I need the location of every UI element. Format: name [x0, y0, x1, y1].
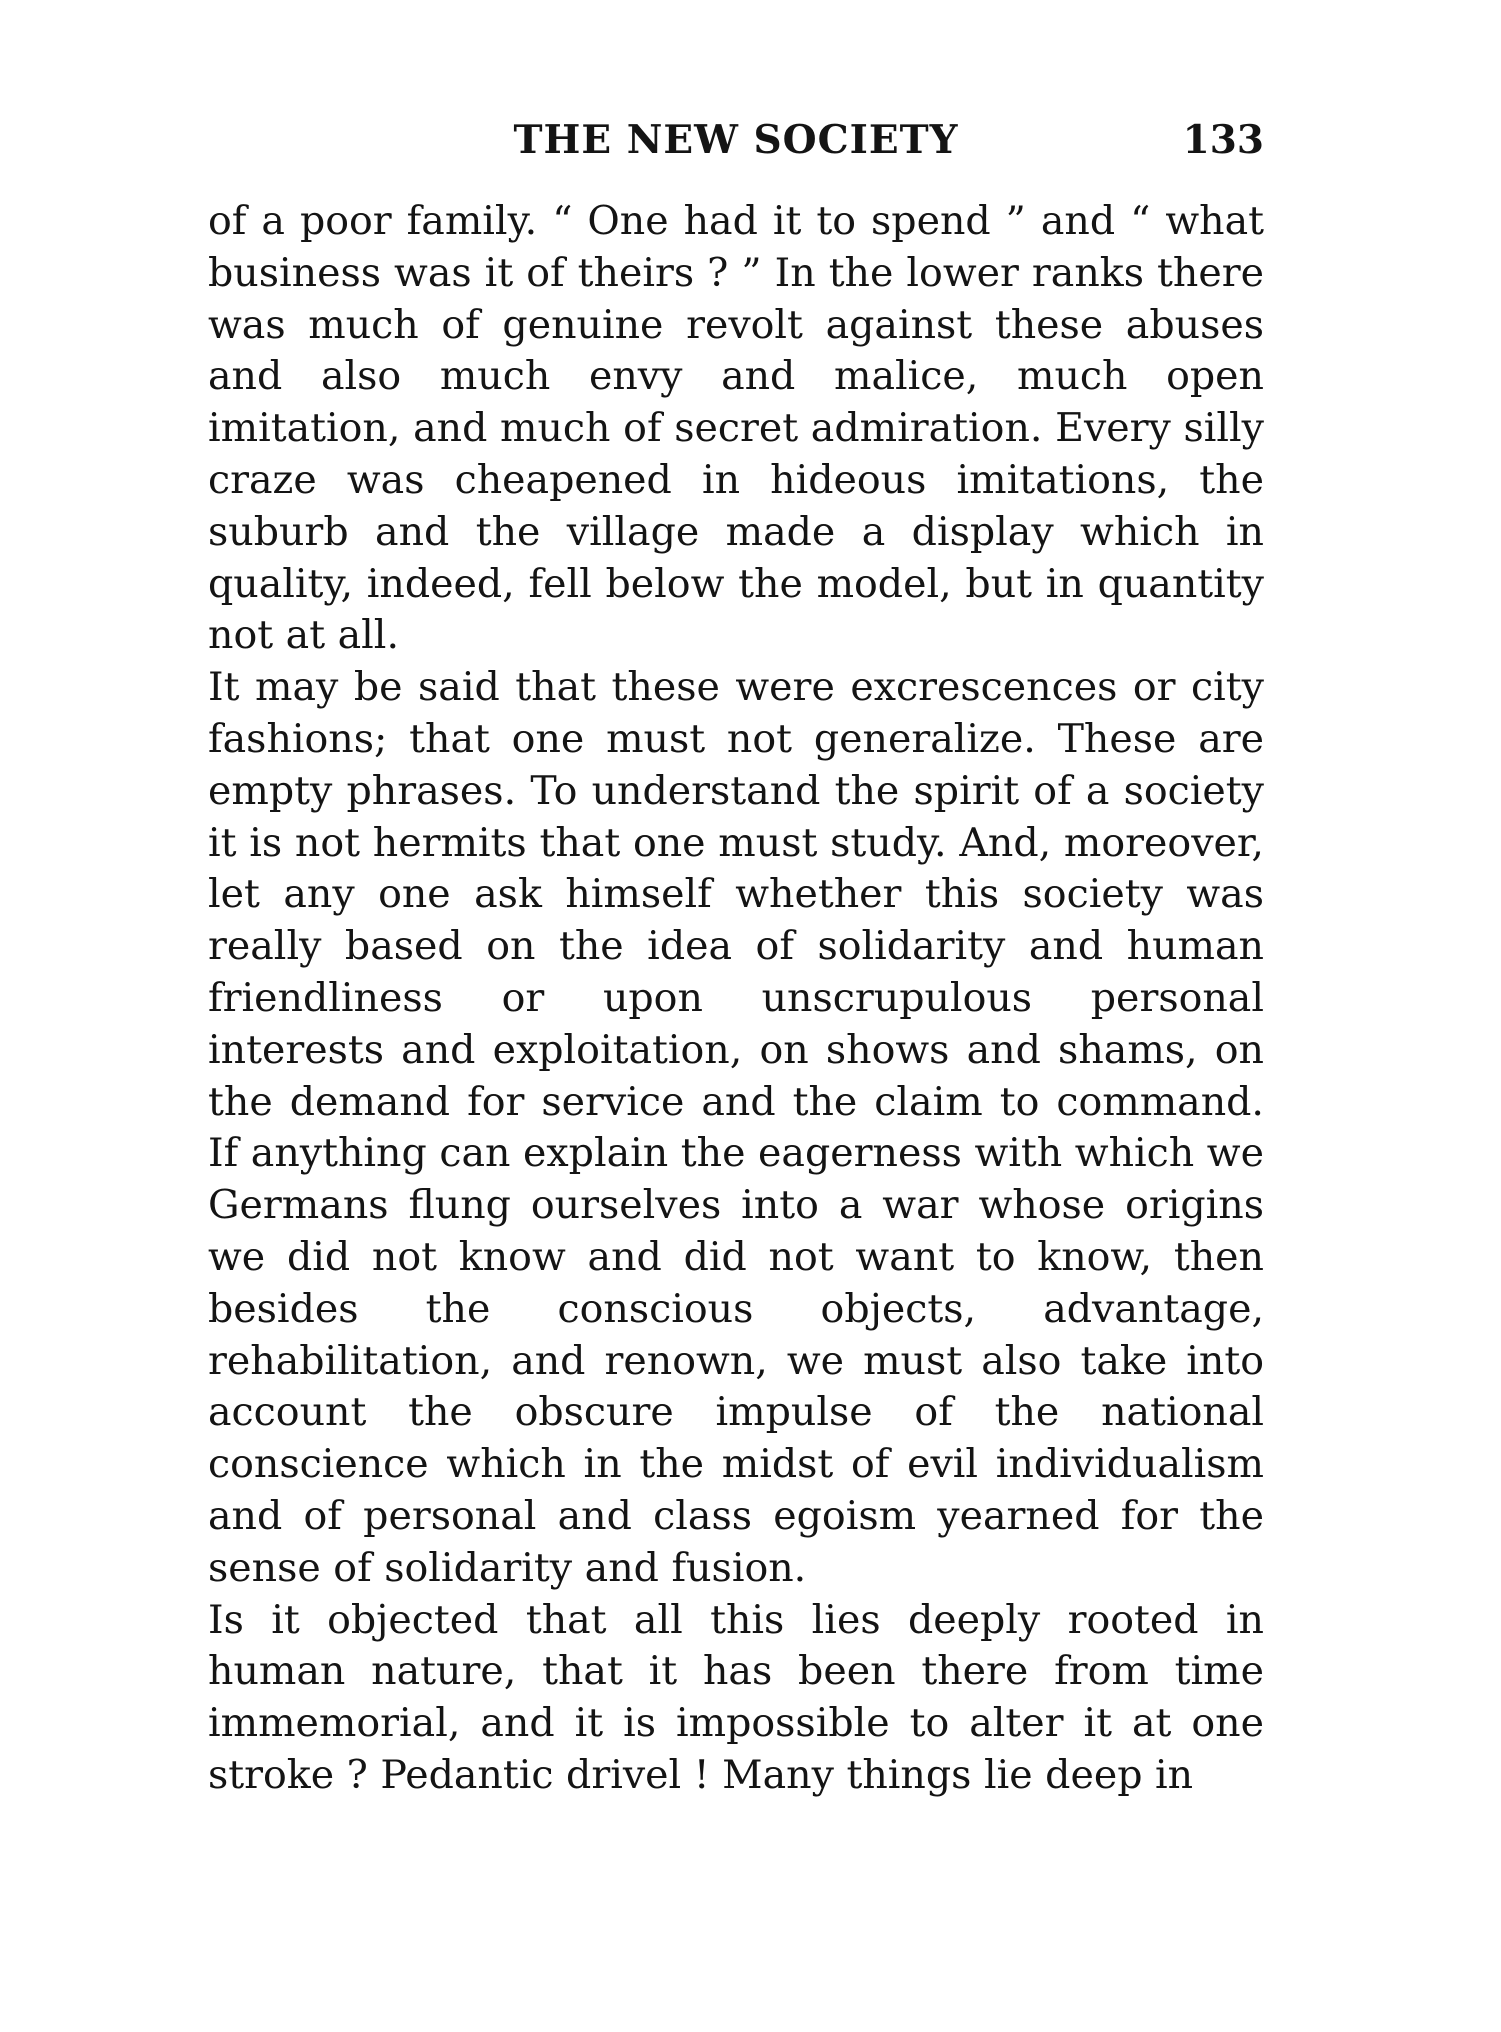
- running-head: [208, 112, 1264, 168]
- body-text: [208, 196, 1264, 1802]
- page-number: 133: [1182, 117, 1264, 163]
- paragraph-2: It may be said that these were excrescences or city fashions; that one must not generalize. These are empty phrases. To understand the spirit of a society it is not hermits that one must study. And, moreover, let any one ask himself whether this society was really based on the idea of solidarity and human friendliness or upon unscrupulous personal interests and exploitation, on shows and shams, on the demand for service and the claim to command. If anything can explain the eagerness with which we Germans flung ourselves into a war whose origins we did not know and did not want to know, then besides the conscious objects, advantage, rehabilitation, and renown, we must also take into account the obscure impulse of the national conscience which in the midst of evil individualism and of personal and class egoism yearned for the sense of solidarity and fusion.: [208, 664, 1264, 1591]
- paragraph-3: Is it objected that all this lies deeply rooted in human nature, that it has been there from time immemorial, and it is impossible to alter it at one stroke ? Pedantic drivel ! Many things lie deep in: [208, 1596, 1264, 1798]
- running-title: THE NEW SOCIETY: [513, 117, 959, 163]
- paragraph-1: of a poor family. “ One had it to spend ” and “ what business was it of theirs ? ” In the lower ranks there was much of genuine revolt against these abuses and also much envy and malice, much open imitation, and much of secret admiration. Every silly craze was cheapened in hideous imitations, the suburb and the village made a display which in quality, indeed, fell below the model, but in quantity not at all.: [208, 198, 1264, 659]
